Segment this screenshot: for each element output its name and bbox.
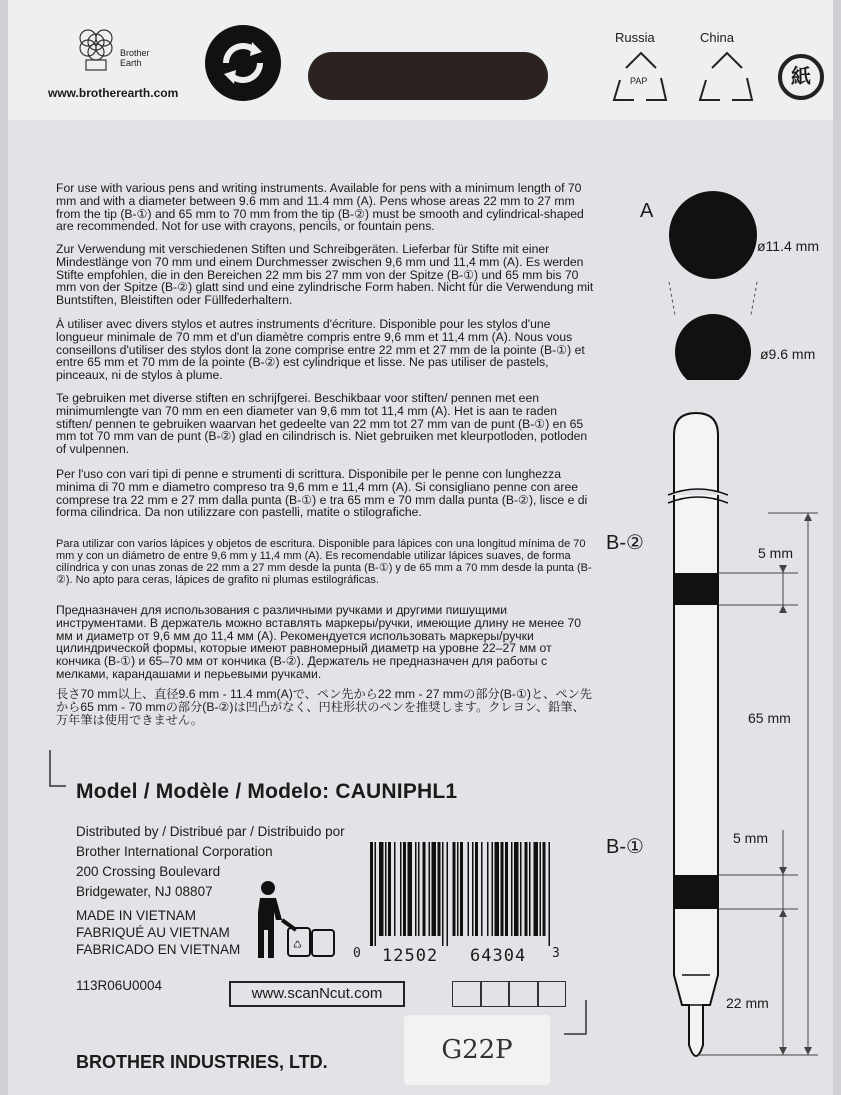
instructions-nl: Te gebruiken met diverse stiften en schrijfgerei. Beschikbaar voor stiften/ pennen met een minimumlengte van 70 mm en een diameter van 9,6 mm tot 11,4 mm (A). Het is aan te raden stiften/ pennen te gebruiken waarvan het gedeelte van 22 mm tot 27 mm van de punt (B-①) en 65 mm tot 70 mm van de punt (B-②) glad en cilindrisch is. Niet gebruiken met kleurpotloden, potloden of vulpennen. xyxy=(56,391,588,457)
barcode-bar xyxy=(543,842,546,936)
barcode-bar xyxy=(432,842,437,936)
model-number: Model / Modèle / Modelo: CAUNIPHL1 xyxy=(76,780,458,803)
distributor-line-4: Bridgewater, NJ 08807 xyxy=(76,884,213,899)
instructions-ru: Предназначен для использования с различными ручками и другими пишущими инструментами. В держатель можно вставлять маркеры/ручки, имеющие длину не менее 70 мм и диаметр от 9,6 мм до 11,4 мм (A). Рекомендуется использовать маркеры/ручки цилиндрической формы, которые имеют равномерный диаметр на уровне 22–27 мм от кончика (B-①) и 65–70 мм от кончика (B-②). Держатель не предназначен для работы с мелками, карандашами и перьевыми ручками. xyxy=(56,603,582,681)
barcode-bar xyxy=(447,842,449,946)
barcode-bar xyxy=(375,842,377,946)
dim-b2-label: 5 mm xyxy=(758,545,793,561)
barcode-bar xyxy=(460,842,463,936)
instructions-en: For use with various pens and writing instruments. Available for pens with a minimum length of 70 mm and with a diameter between 9.6 mm and 11.4 mm (A). Pens whose areas 22 mm to 27 mm from the tip (B-①) and 65 mm to 70 mm from the tip (B-②) must be smooth and cylindrical-shaped are recommended. Not for use with crayons, pencils, or fountain pens. xyxy=(56,181,584,234)
barcode-bar xyxy=(457,842,459,936)
hang-hole xyxy=(308,52,548,100)
china-label: China xyxy=(700,30,734,45)
part-code: 113R06U0004 xyxy=(76,978,163,993)
barcode-bar xyxy=(438,842,441,936)
dispose-trash-icon xyxy=(254,880,340,966)
instructions-es: Para utilizar con varios lápices y objetos de escritura. Disponible para lápices con una longitud mínima de 70 mm y con un diámetro de entre 9,6 mm y 11,4 mm (A). Es recomendable utilizar lápices suaves, de forma cilíndrica y con unas zonas de 22 mm a 27 mm desde la punta (B-①) y de 65 mm a 70 mm desde la punta (B-②). No apto para ceras, lápices de grafito ni plumas estilográficas. xyxy=(56,538,592,586)
barcode-left-digits: 12502 xyxy=(382,946,439,966)
company-name: BROTHER INDUSTRIES, LTD. xyxy=(76,1052,328,1072)
instructions-it: Per l'uso con vari tipi di penne e strumenti di scrittura. Disponibile per le penne con lunghezza minima di 70 mm e diametro compreso tra 9,6 mm e 11,4 mm (A). Si consigliano penne con aree comprese tra 22 mm e 27 mm dalla punta (B-①) e tra 65 mm e 70 mm dalla punta (B-②), lisce e di forma cilindrica. Da non utilizzare con pastelli, matite o stilografiche. xyxy=(56,467,588,520)
small-recycle-glyph: ♺ xyxy=(293,940,302,951)
barcode-bar xyxy=(468,842,470,936)
made-in-fr: FABRIQUÉ AU VIETNAM xyxy=(76,925,230,940)
band-b2 xyxy=(674,573,718,605)
barcode-check-digit: 3 xyxy=(552,946,561,961)
corner-mark-right xyxy=(564,1000,590,1040)
barcode-bar xyxy=(415,842,417,936)
distributor-line-2: Brother International Corporation xyxy=(76,844,273,859)
pap-mark: PAP xyxy=(630,76,648,86)
diameter-large-label: ø11.4 mm xyxy=(757,238,819,254)
barcode-right-digits: 64304 xyxy=(470,946,527,966)
barcode-bar xyxy=(442,842,444,946)
instructions-fr: À utiliser avec divers stylos et autres instruments d'écriture. Disponible pour les stylos d'une longueur minimale de 70 mm et d'un diamètre compris entre 9,6 mm et 11,4 mm (A). Nous vous conseillons d'utiliser des stylos dont la zone comprise entre 22 mm et 27 mm de la pointe (B-①) et entre 65 mm et 70 mm de la pointe (B-②) est cylindrique et lisse. Ne pas utiliser de pastels, pinceaux, ni de stylos à plume. xyxy=(56,317,585,383)
barcode-bar xyxy=(501,842,504,936)
china-recycle-icon xyxy=(692,48,762,108)
barcode-lead-digit: 0 xyxy=(353,946,362,961)
barcode-bar xyxy=(385,842,387,936)
dim-22-label: 22 mm xyxy=(726,995,769,1011)
diameter-large-circle xyxy=(669,191,757,279)
barcode-bar xyxy=(379,842,384,936)
barcode-bar xyxy=(429,842,431,936)
instructions-de: Zur Verwendung mit verschiedenen Stiften und Schreibgeräten. Lieferbar für Stifte mit einer Mindestlänge von 70 mm und einem Durchmesser zwischen 9,6 mm und 11,4 mm (A). Es werden Stifte empfohlen, die in den Bereichen 22 mm bis 27 mm von der Spitze (B-①) und 65 mm bis 70 mm von der Spitze (B-②) glatt sind und eine zylindrische Form haben. Nicht für die Verwendung mit Buntstiften, Bleistiften oder Füllfederhaltern. xyxy=(56,242,594,308)
price-sticker: G22P xyxy=(404,1015,550,1085)
barcode-bar xyxy=(475,842,478,936)
barcode-bar xyxy=(487,842,489,936)
green-dot-recycle-icon xyxy=(204,24,282,102)
barcode-bar xyxy=(511,842,513,936)
distributor-line-3: 200 Crossing Boulevard xyxy=(76,864,221,879)
barcode-bar xyxy=(549,842,551,946)
paper-recycle-icon: 紙 xyxy=(778,54,824,100)
barcode-bar xyxy=(453,842,456,936)
pen-diagram xyxy=(658,405,828,1075)
made-in-es: FABRICADO EN VIETNAM xyxy=(76,942,241,957)
barcode-bar xyxy=(418,842,420,936)
barcode-bar xyxy=(481,842,483,936)
barcode-bar xyxy=(400,842,402,936)
made-in-en: MADE IN VIETNAM xyxy=(76,908,197,923)
diameter-small-label: ø9.6 mm xyxy=(760,346,816,362)
barcode-bar xyxy=(408,842,413,936)
barcode-bar xyxy=(495,842,500,936)
barcode-bar xyxy=(525,842,528,936)
barcode-bar xyxy=(388,842,391,936)
barcode-bar xyxy=(529,842,531,936)
empty-code-boxes xyxy=(452,981,566,1007)
label-a: A xyxy=(640,200,654,222)
corner-mark-left xyxy=(48,750,68,790)
brother-earth-label: Brother Earth xyxy=(120,48,150,68)
instructions-ja: 長さ70 mm以上、直径9.6 mm - 11.4 mm(A)で、ペン先から22 mm - 27 mmの部分(B-①)と、ペン先から65 mm - 70 mmの部分(B-②)は凹凸がなく、円柱形状のペンを推奨します。クレヨン、鉛筆、万年筆は使用できません。 xyxy=(56,687,592,727)
barcode-bar xyxy=(540,842,542,936)
barcode-bar xyxy=(505,842,508,936)
barcode-bar xyxy=(403,842,406,936)
barcode-bar xyxy=(492,842,494,936)
brotherearth-website: www.brotherearth.com xyxy=(48,86,179,100)
dim-65-label: 65 mm xyxy=(748,710,791,726)
package-back xyxy=(8,0,833,1095)
barcode-bar xyxy=(423,842,426,936)
pen-body xyxy=(674,413,718,1056)
dim-b1-label: 5 mm xyxy=(733,830,768,846)
scanncut-url: www.scanNcut.com xyxy=(229,981,405,1007)
barcode-bar xyxy=(370,842,373,946)
barcode-bar xyxy=(472,842,474,936)
barcode-bar xyxy=(534,842,539,936)
label-b1: B-① xyxy=(606,836,644,858)
label-b2: B-② xyxy=(606,532,644,554)
barcode-bar xyxy=(514,842,519,936)
made-in xyxy=(76,907,240,958)
diameter-circles xyxy=(663,190,763,380)
pap-recycle-icon xyxy=(606,48,676,108)
upc-barcode xyxy=(368,842,558,946)
russia-label: Russia xyxy=(615,30,655,45)
barcode-bar xyxy=(520,842,522,936)
band-b1 xyxy=(674,875,718,909)
barcode-bar xyxy=(394,842,396,936)
distributor-line-1: Distributed by / Distribué par / Distribuido por xyxy=(76,824,345,839)
brother-earth-logo-icon xyxy=(74,24,118,72)
diameter-small-circle xyxy=(675,314,751,380)
